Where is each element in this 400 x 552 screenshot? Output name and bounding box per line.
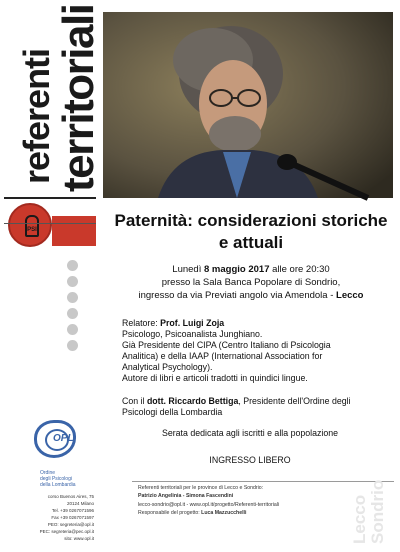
psi-badge-icon: [8, 203, 52, 247]
contact-line: PEO: segreteria@opl.it: [47, 522, 94, 527]
speaker-bio-line: Psicologo, Psicoanalista Junghiano.: [122, 329, 263, 339]
left-column: [0, 0, 103, 552]
opl-logo-icon: [22, 420, 88, 476]
watermark-line2: Sondrio: [368, 479, 387, 544]
event-city: Lecco: [336, 290, 364, 301]
contact-line[interactable]: sito: www.opl.it: [64, 536, 94, 541]
event-title-line: Paternità: considerazioni storiche: [114, 211, 388, 230]
dot-icon: [67, 292, 78, 303]
contact-block: [2, 493, 94, 542]
opl-swirl-icon: [34, 420, 76, 458]
audience-note: Serata dedicata agli iscritti e alla popolazione: [161, 428, 339, 438]
footer-block: [138, 484, 358, 518]
speaker-photo: [103, 12, 393, 198]
footer-email-link[interactable]: lecco-sondrio@opl.it - www.opl.it/progetto/Referenti-territoriali: [138, 501, 280, 508]
event-date: 8 maggio 2017: [204, 264, 270, 275]
badge-divider: [4, 223, 96, 224]
guest-suffix: , Presidente dell'Ordine degli: [238, 396, 351, 406]
event-date-line: [108, 263, 394, 276]
speaker-bio-line: Autore di libri e articoli tradotti in quindici lingue.: [122, 373, 308, 383]
manager-label: Responsabile del progetto:: [138, 510, 202, 517]
date-prefix: Lunedì: [172, 264, 204, 275]
guest-name: dott. Riccardo Bettiga: [146, 396, 239, 406]
dot-icon: [67, 276, 78, 287]
speaker-bio-line: Già Presidente del CIPA (Centro Italiano di Psicologia: [122, 340, 331, 350]
manager-name: Luca Mazzucchelli: [201, 510, 247, 517]
opl-name-line: degli Psicologi: [40, 476, 72, 482]
contact-line: 20124 Milano: [66, 501, 94, 506]
opl-mark: OPL: [53, 433, 74, 444]
decorative-dots: [67, 260, 81, 356]
footer-intro: Referenti territoriali per le province di Lecco e Sondrio:: [138, 485, 264, 491]
speaker-header: [122, 318, 392, 329]
masthead-divider: [4, 197, 96, 199]
speaker-photo-illustration: [103, 12, 393, 198]
dot-icon: [67, 324, 78, 335]
footer-manager-line: [138, 509, 358, 517]
contact-line: PEC: segreteria@pec.opl.it: [39, 529, 94, 534]
event-address-line: [108, 289, 394, 302]
masthead-line2: territoriali: [54, 4, 103, 192]
event-title-line: e attuali: [218, 233, 284, 252]
psi-badge-letters: PSI: [27, 227, 37, 233]
event-time: alle ore 20:30: [269, 264, 330, 275]
event-info: [108, 263, 394, 302]
footer-names: Patrizio Angelinia - Simona Fascendini: [138, 493, 234, 500]
contact-line: Fax +39 0267071597: [51, 515, 94, 520]
guest-prefix: Con il: [122, 396, 147, 406]
speaker-bio-line: Analitica) e della IAAP (International Association for: [122, 351, 323, 361]
opl-name-line: della Lombardia: [40, 482, 76, 488]
guest-line: [122, 396, 392, 407]
masthead-line1: referenti: [16, 48, 57, 184]
opl-name: [40, 470, 96, 488]
watermark-line1: Lecco: [350, 494, 369, 544]
dot-icon: [67, 308, 78, 319]
speaker-name: Prof. Luigi Zoja: [160, 318, 225, 328]
opl-name-line: Ordine: [40, 470, 56, 476]
entry-note: INGRESSO LIBERO: [209, 455, 291, 465]
speaker-bio-line: Analytical Psychology).: [122, 362, 213, 372]
speaker-block: [122, 318, 392, 384]
guest-block: [122, 396, 392, 418]
dot-icon: [67, 340, 78, 351]
accent-strip: [52, 216, 96, 246]
guest-line2: Psicologi della Lombardia: [122, 407, 223, 417]
masthead: [2, 4, 103, 192]
contact-line: corso Buenos Aires, 75: [47, 494, 94, 499]
event-venue-line: presso la Sala Banca Popolare di Sondrio,: [161, 277, 341, 288]
speaker-label: Relatore:: [122, 318, 161, 328]
contact-line: Tel. +39 0267071596: [51, 508, 94, 513]
address-text: ingresso da via Previati angolo via Amendola -: [138, 290, 337, 301]
event-title: [110, 210, 392, 254]
dot-icon: [67, 260, 78, 271]
province-watermark: [346, 478, 390, 548]
